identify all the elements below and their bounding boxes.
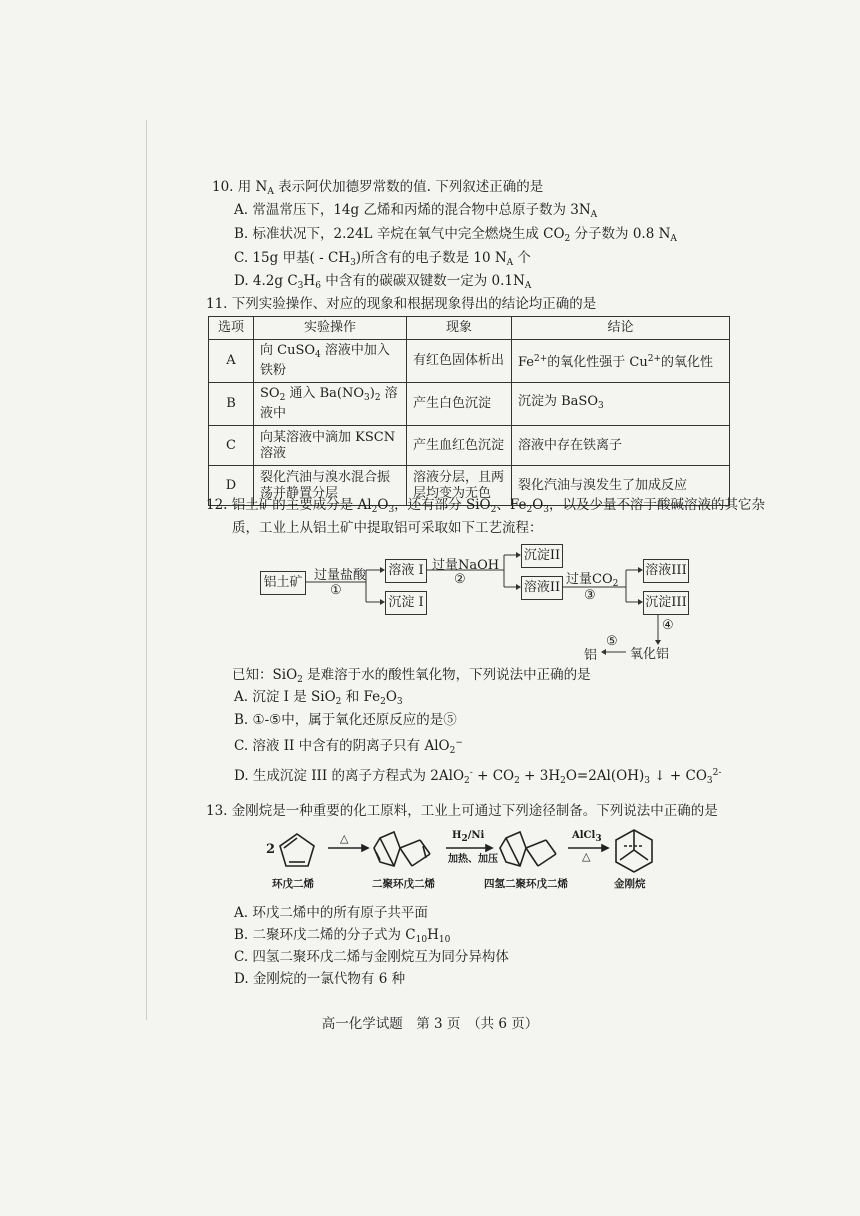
q11-table [208,316,730,506]
q11-stem: 11. 下列实验操作、对应的现象和根据现象得出的结论均正确的是 [206,296,597,312]
box-precipitate-2: 沉淀II [521,544,563,568]
name-adamantane: 金刚烷 [614,878,646,890]
table-row [209,426,730,466]
label-heat-2: △ [582,850,591,863]
cell-conclusion: $Fe^{2+}$的氧化性强于 $Cu^{2+}$的氧化性 [512,340,730,383]
q12-known: 已知：SiO$_2$ 是难溶于水的酸性氧化物，下列说法中正确的是 [232,667,591,685]
col-header-phenomenon: 现象 [407,317,512,340]
q12-stem-line2: 质，工业上从铝土矿中提取铝可采取如下工艺流程： [232,520,543,536]
box-bauxite: 铝土矿 [260,571,306,595]
cell-phenomenon: 产生白色沉淀 [407,383,512,426]
cell-phenomenon: 有红色固体析出 [407,340,512,383]
col-header-option: 选项 [209,317,254,340]
table-row [209,340,730,383]
label-step-4: ④ [662,618,674,633]
cell-conclusion: 沉淀为 BaSO$_3$ [512,383,730,426]
q13-option-b: B. 二聚环戊二烯的分子式为 $C_{10}H_{10}$ [234,927,451,945]
label-aluminum: 铝 [584,648,598,663]
cell-conclusion: 溶液中存在铁离子 [512,426,730,466]
label-excess-hcl: 过量盐酸 [314,568,367,583]
label-step-1: ① [330,583,342,598]
process-flow-diagram [254,540,687,665]
q10-option-d: D. 4.2g $C_3H_6$ 中含有的碳碳双键数一定为 $0.1N_A$ [234,273,532,291]
q12-option-c: C. 溶液 II 中含有的阴离子只有 AlO$_2$− [234,738,463,756]
q10-option-a: A. 常温常压下，14g 乙烯和丙烯的混合物中总原子数为 $3N_A$ [234,202,598,220]
name-tetrahydro-dcpd: 四氢二聚环戊二烯 [484,878,568,890]
q10-option-b: B. 标准状况下，2.24L 辛烷在氧气中完全燃烧生成 $CO_2$ 分子数为 0.8 $N_A$ [234,226,677,244]
table-row [209,383,730,426]
q12-option-b: B. ①-⑤中，属于氧化还原反应的是⑤ [234,712,457,728]
q12-option-a: A. 沉淀 I 是 SiO$_2$ 和 $Fe_2O_3$ [234,689,403,707]
box-solution-3: 溶液III [643,559,689,583]
name-dicyclopentadiene: 二聚环戊二烯 [372,878,435,890]
q12-stem-line1: 12. 铝土矿的主要成分是 $Al_2O_3$，还有部分 SiO$_2$、$Fe_2O_3$，以及少量不溶于酸碱溶液的其它杂 [206,497,766,515]
table-header-row [209,317,730,340]
reaction-scheme [262,826,682,896]
cell-option: A [209,340,254,383]
label-excess-co2: 过量$CO_2$ [566,572,619,589]
q13-option-d: D. 金刚烷的一氯代物有 6 种 [234,971,406,987]
box-precipitate-1: 沉淀 I [385,591,427,615]
q13-stem: 13. 金刚烷是一种重要的化工原料，工业上可通过下列途径制备。下列说法中正确的是 [206,803,718,819]
label-step-3: ③ [584,588,596,603]
cell-phenomenon: 产生血红色沉淀 [407,426,512,466]
cell-phenomenon: 溶液分层，且两层均变为无色 [407,466,512,506]
cell-operation: 裂化汽油与溴水混合振荡并静置分层 [254,466,407,506]
label-heat-1: △ [340,832,349,845]
label-step-2: ② [454,572,466,587]
scan-edge-line [146,120,147,1020]
cell-conclusion: 裂化汽油与溴发生了加成反应 [512,466,730,506]
q10-option-c: C. 15g 甲基( - $CH_3$)所含有的电子数是 10 $N_A$ 个 [234,250,531,268]
q13-option-c: C. 四氢二聚环戊二烯与金刚烷互为同分异构体 [234,949,509,965]
label-step-5: ⑤ [606,634,618,649]
cell-option: C [209,426,254,466]
label-heat-pressure: 加热、加压 [448,854,498,865]
page-footer: 高一化学试题 第 3 页 （共 6 页） [321,1016,539,1032]
label-alumina: 氧化铝 [630,647,670,662]
box-solution-2: 溶液II [521,576,563,600]
cell-option: B [209,383,254,426]
col-header-conclusion: 结论 [512,317,730,340]
q10-stem: 10. 用 $N_A$ 表示阿伏加德罗常数的值. 下列叙述正确的是 [212,179,544,197]
label-excess-naoh: 过量NaOH [432,558,500,573]
cell-operation: $SO_2$ 通入 $Ba(NO_3)_2$ 溶液中 [254,383,407,426]
name-cyclopentadiene: 环戊二烯 [272,878,314,890]
label-alcl3: AlCl$_3$ [572,830,602,844]
cell-option: D [209,466,254,506]
cell-operation: 向 CuSO$_4$ 溶液中加入铁粉 [254,340,407,383]
box-precipitate-3: 沉淀III [643,591,689,615]
q13-option-a: A. 环戊二烯中的所有原子共平面 [234,905,428,921]
label-h2-ni: $H_2/Ni$ [452,830,485,844]
q12-option-d: D. 生成沉淀 III 的离子方程式为 $2AlO_2^- + CO_2 + 3H_2O=2Al(OH)_3$ ↓ + $CO_3^{2-}$ [234,768,722,786]
col-header-operation: 实验操作 [254,317,407,340]
cell-operation: 向某溶液中滴加 KSCN 溶液 [254,426,407,466]
coefficient-2: 2 [266,842,276,857]
box-solution-1: 溶液 I [385,559,427,583]
